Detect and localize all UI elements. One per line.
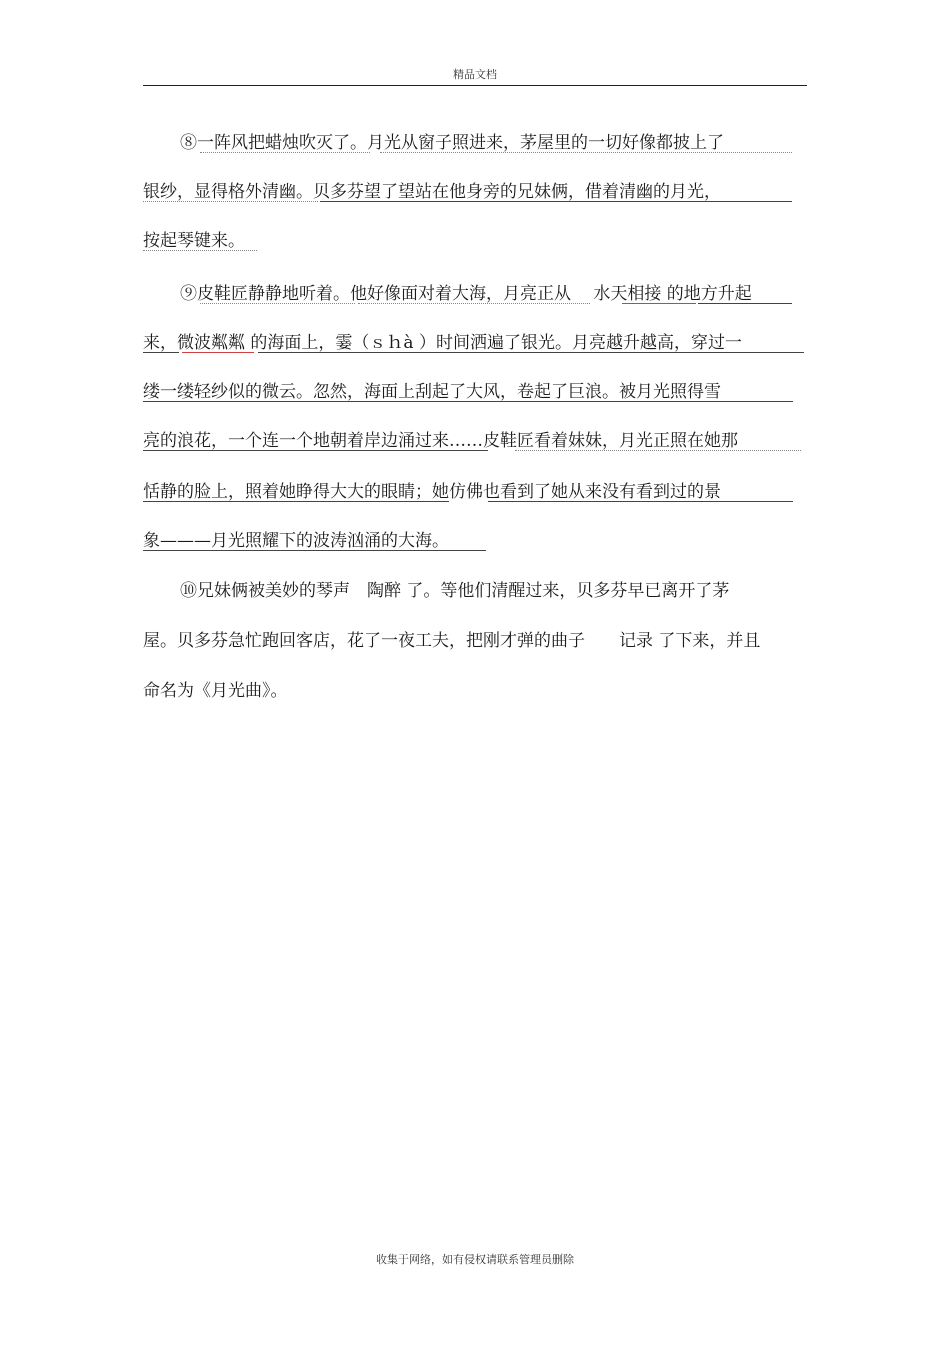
underline bbox=[258, 352, 804, 353]
underline bbox=[143, 352, 179, 353]
underline bbox=[320, 201, 792, 202]
paragraph-line: ⑨皮鞋匠静静地听着。他好像面对着大海，月亮正从 水天相接 的地方升起 bbox=[180, 284, 752, 304]
underline bbox=[143, 401, 793, 402]
paragraph-line: 命名为《月光曲》。 bbox=[143, 681, 288, 701]
underline bbox=[143, 250, 257, 251]
underline bbox=[182, 352, 254, 353]
header-title: 精品文档 bbox=[453, 68, 497, 81]
paragraph-line: ⑧一阵风把蜡烛吹灭了。月光从窗子照进来，茅屋里的一切好像都披上了 bbox=[180, 133, 724, 153]
paragraph-line: 来，微波粼粼 的海面上，霎（ｓｈà ）时间洒遍了银光。月亮越升越高，穿过一 bbox=[143, 333, 742, 353]
paragraph-line: 亮的浪花，一个连一个地朝着岸边涌过来……皮鞋匠看着妹妹，月光正照在她那 bbox=[143, 431, 738, 451]
underline bbox=[698, 303, 792, 304]
page-footer: 收集于网络，如有侵权请联系管理员删除 bbox=[376, 1253, 574, 1266]
header-divider bbox=[143, 85, 807, 86]
paragraph-line: 恬静的脸上，照着她睁得大大的眼睛；她仿佛也看到了她从来没有看到过的景 bbox=[143, 482, 721, 502]
underline bbox=[143, 550, 486, 551]
underline bbox=[143, 501, 449, 502]
paragraph-line: 按起琴键来。 bbox=[143, 231, 245, 251]
paragraph-line: 缕一缕轻纱似的微云。忽然，海面上刮起了大风，卷起了巨浪。被月光照得雪 bbox=[143, 382, 721, 402]
paragraph-line: ⑩兄妹俩被美妙的琴声 陶醉 了。等他们清醒过来，贝多芬早已离开了茅 bbox=[180, 581, 730, 601]
paragraph-line: 象———月光照耀下的波涛汹涌的大海。 bbox=[143, 531, 449, 551]
underline bbox=[143, 201, 318, 202]
paragraph-line: 银纱，显得格外清幽。贝多芬望了望站在他身旁的兄妹俩，借着清幽的月光， bbox=[143, 182, 721, 202]
underline bbox=[143, 450, 488, 451]
underline bbox=[358, 303, 590, 304]
paragraph-line: 屋。贝多芬急忙跑回客店，花了一夜工夫，把刚才弹的曲子 记录 了下来，并且 bbox=[143, 631, 761, 651]
underline bbox=[488, 501, 793, 502]
underline bbox=[200, 152, 370, 153]
underline bbox=[515, 450, 801, 451]
underline bbox=[380, 152, 792, 153]
underline bbox=[622, 303, 696, 304]
underline bbox=[200, 303, 355, 304]
